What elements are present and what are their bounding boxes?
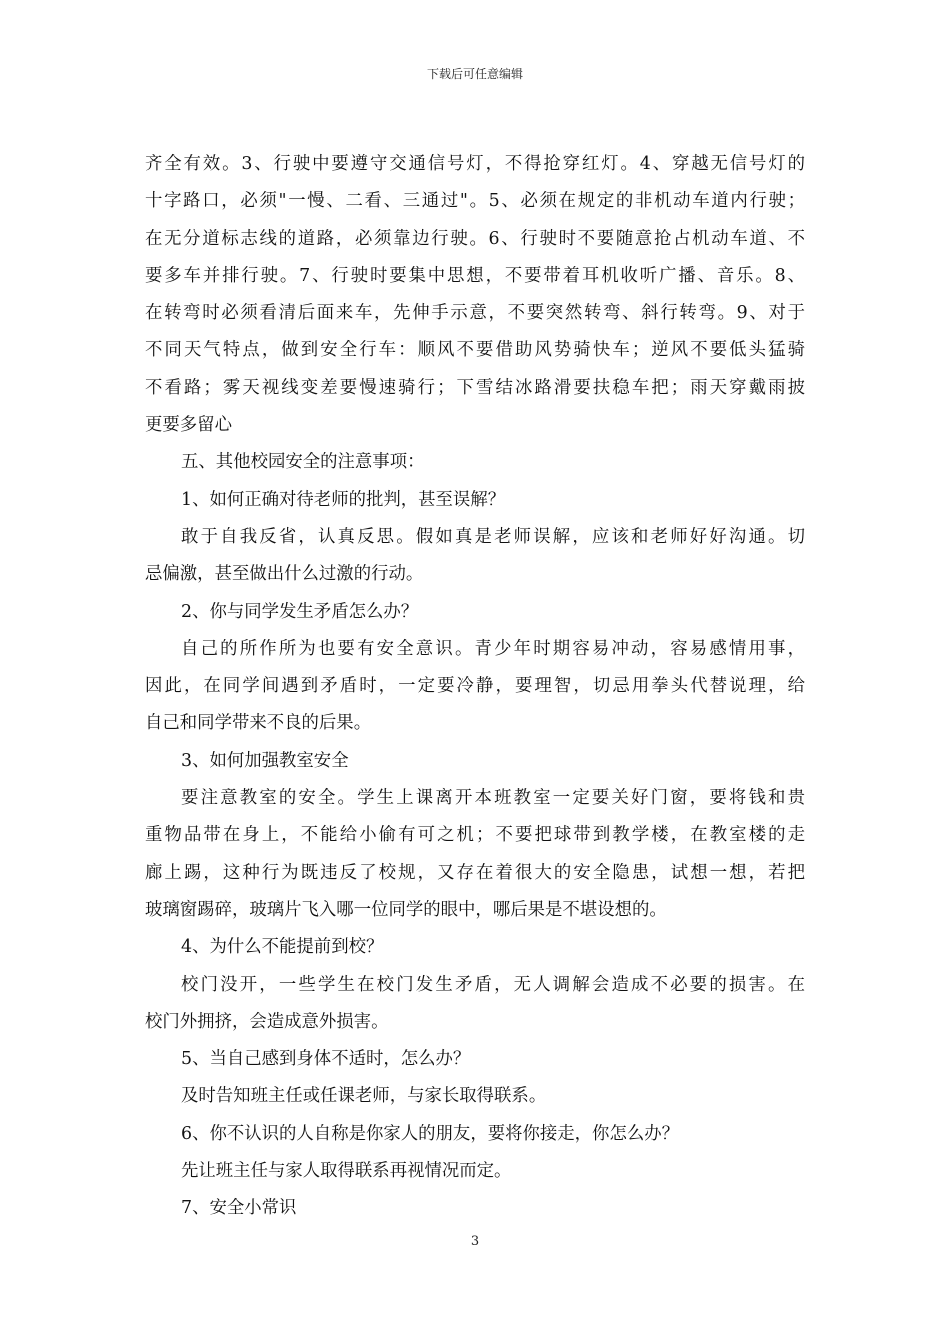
text-line: 校门外拥挤，会造成意外损害。 — [145, 1011, 389, 1032]
text-line: 先让班主任与家人取得联系再视情况而定。 — [181, 1161, 512, 1182]
text-line: 玻璃窗踢碎，玻璃片飞入哪一位同学的眼中，哪后果是不堪设想的。 — [145, 899, 667, 920]
question-heading: 5、当自己感到身体不适时，怎么办？ — [181, 1049, 471, 1070]
question-heading: 4、为什么不能提前到校？ — [181, 937, 384, 958]
text-line: 廊上踢，这种行为既违反了校规，又存在着很大的安全隐患，试想一想，若把 — [145, 862, 805, 883]
question-heading: 6、你不认识的人自称是你家人的朋友，要将你接走，你怎么办？ — [181, 1123, 680, 1144]
text-line: 更要多留心 — [145, 415, 232, 436]
text-line: 自己的所作所为也要有安全意识。青少年时期容易冲动，容易感情用事， — [181, 638, 805, 659]
document-body — [145, 146, 805, 1228]
page-header: 下载后可任意编辑 — [426, 67, 523, 81]
text-line: 校门没开，一些学生在校门发生矛盾，无人调解会造成不必要的损害。在 — [181, 974, 805, 995]
text-line: 不同天气特点，做到安全行车：顺风不要借助风势骑快车；逆风不要低头猛骑 — [145, 340, 805, 361]
text-line: 在无分道标志线的道路，必须靠边行驶。6、行驶时不要随意抢占机动车道、不 — [145, 228, 805, 249]
text-line: 不看路；雾天视线变差要慢速骑行；下雪结冰路滑要扶稳车把；雨天穿戴雨披 — [145, 377, 805, 398]
text-line: 齐全有效。3、行驶中要遵守交通信号灯，不得抢穿红灯。4、穿越无信号灯的 — [145, 154, 805, 174]
text-line: 及时告知班主任或任课老师，与家长取得联系。 — [181, 1086, 547, 1107]
text-line: 要注意教室的安全。学生上课离开本班教室一定要关好门窗，要将钱和贵 — [181, 788, 805, 809]
question-heading: 2、你与同学发生矛盾怎么办？ — [181, 601, 419, 622]
text-line: 要多车并排行驶。7、行驶时要集中思想，不要带着耳机收听广播、音乐。8、 — [145, 265, 805, 286]
question-heading: 3、如何加强教室安全 — [181, 750, 349, 771]
text-line: 重物品带在身上，不能给小偷有可之机；不要把球带到教学楼，在教室楼的走 — [145, 825, 805, 846]
text-line: 自己和同学带来不良的后果。 — [145, 713, 372, 734]
section-heading: 五、其他校园安全的注意事项： — [181, 452, 425, 473]
page-number: 3 — [470, 1234, 480, 1249]
question-heading: 7、安全小常识 — [181, 1198, 297, 1219]
text-line: 十字路口，必须"一慢、二看、三通过"。5、必须在规定的非机动车道内行驶； — [145, 191, 805, 212]
text-line: 敢于自我反省，认真反思。假如真是老师误解，应该和老师好好沟通。切 — [181, 526, 805, 547]
text-line: 因此，在同学间遇到矛盾时，一定要冷静，要理智，切忌用拳头代替说理，给 — [145, 676, 805, 697]
text-line: 忌偏激，甚至做出什么过激的行动。 — [145, 564, 424, 585]
text-line: 在转弯时必须看清后面来车，先伸手示意，不要突然转弯、斜行转弯。9、对于 — [145, 303, 805, 324]
question-heading: 1、如何正确对待老师的批判，甚至误解？ — [181, 489, 506, 510]
